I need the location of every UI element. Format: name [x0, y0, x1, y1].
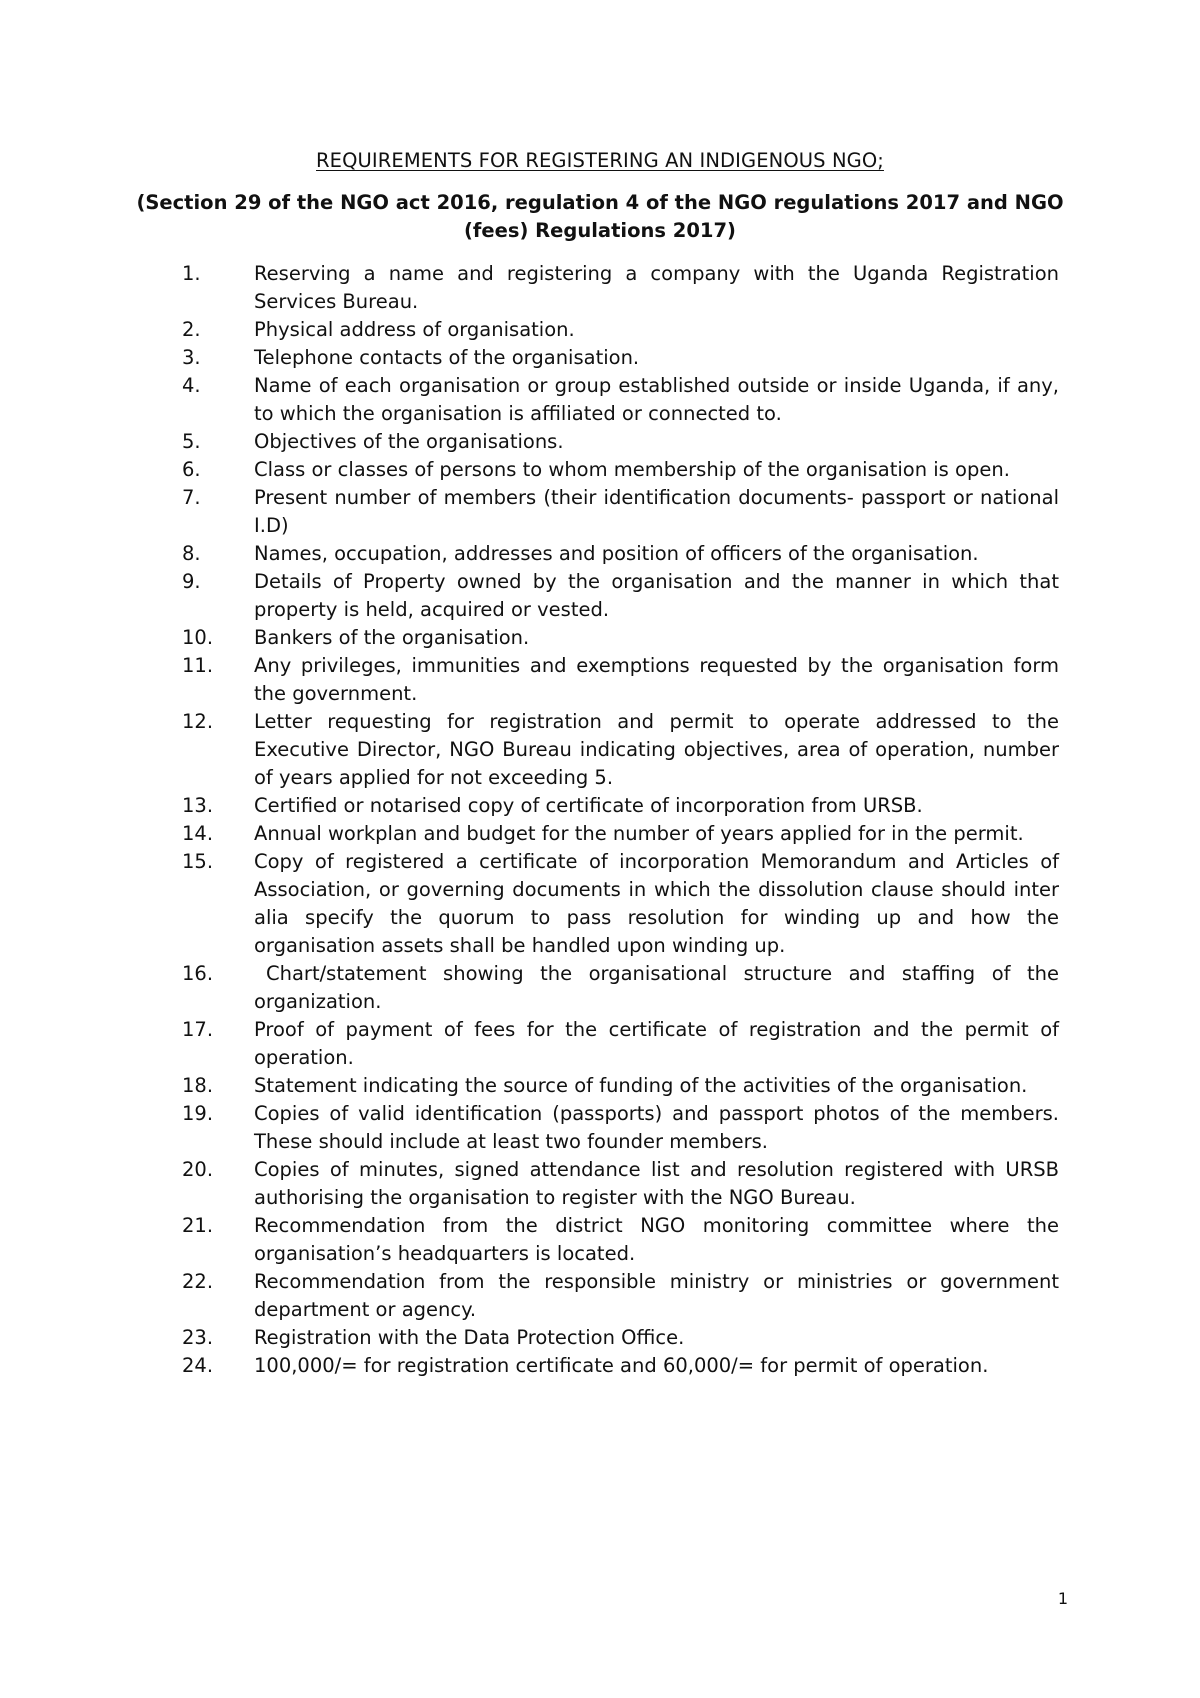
item-text: Bankers of the organisation.	[254, 626, 530, 649]
requirements-list	[0, 260, 1200, 1380]
item-number: 18.	[182, 1074, 214, 1097]
list-item	[0, 484, 1200, 540]
list-item	[0, 568, 1200, 624]
list-item	[0, 708, 1200, 792]
item-number: 12.	[182, 710, 214, 733]
item-number: 22.	[182, 1270, 214, 1293]
list-item	[0, 1016, 1200, 1072]
list-item	[0, 540, 1200, 568]
item-number: 5.	[182, 430, 201, 453]
list-item	[0, 428, 1200, 456]
list-item	[0, 848, 1200, 960]
item-text: Present number of members (their identification documents- passport or national I.D)	[254, 486, 1059, 537]
item-number: 13.	[182, 794, 214, 817]
page-number: 1	[1057, 1589, 1068, 1608]
item-number: 19.	[182, 1102, 214, 1125]
list-item	[0, 624, 1200, 652]
item-text: Registration with the Data Protection Office.	[254, 1326, 685, 1349]
item-number: 24.	[182, 1354, 214, 1377]
list-item	[0, 1156, 1200, 1212]
list-item	[0, 1268, 1200, 1324]
list-item	[0, 1324, 1200, 1352]
document-subtitle: (Section 29 of the NGO act 2016, regulation 4 of the NGO regulations 2017 and NGO (fees) Regulations 2017)	[136, 191, 1064, 242]
item-number: 6.	[182, 458, 201, 481]
item-number: 17.	[182, 1018, 214, 1041]
list-item	[0, 260, 1200, 316]
item-number: 9.	[182, 570, 201, 593]
item-number: 2.	[182, 318, 201, 341]
item-text: 100,000/= for registration certificate and 60,000/= for permit of operation.	[254, 1354, 989, 1377]
item-text: Any privileges, immunities and exemptions requested by the organisation form the government.	[254, 654, 1059, 705]
item-text: Class or classes of persons to whom membership of the organisation is open.	[254, 458, 1010, 481]
item-text: Name of each organisation or group established outside or inside Uganda, if any, to which the organisation is affiliated or connected to.	[254, 374, 1059, 425]
list-item	[0, 1212, 1200, 1268]
item-number: 16.	[182, 962, 214, 985]
item-number: 14.	[182, 822, 214, 845]
item-text: Names, occupation, addresses and position of officers of the organisation.	[254, 542, 979, 565]
item-text: Details of Property owned by the organisation and the manner in which that property is held, acquired or vested.	[254, 570, 1059, 621]
item-number: 21.	[182, 1214, 214, 1237]
item-number: 1.	[182, 262, 201, 285]
item-text: Letter requesting for registration and permit to operate addressed to the Executive Director, NGO Bureau indicating objectives, area of operation, number of years applied for not exceeding 5.	[254, 710, 1059, 789]
list-item	[0, 960, 1200, 1016]
list-item	[0, 1100, 1200, 1156]
item-text: Telephone contacts of the organisation.	[254, 346, 640, 369]
item-number: 3.	[182, 346, 201, 369]
list-item	[0, 316, 1200, 344]
item-text: Physical address of organisation.	[254, 318, 575, 341]
list-item	[0, 456, 1200, 484]
list-item	[0, 372, 1200, 428]
item-text: Proof of payment of fees for the certificate of registration and the permit of operation.	[254, 1018, 1059, 1069]
item-text: Copies of valid identification (passports) and passport photos of the members. These should include at least two founder members.	[254, 1102, 1059, 1153]
list-item	[0, 344, 1200, 372]
item-text: Recommendation from the district NGO monitoring committee where the organisation’s headquarters is located.	[254, 1214, 1059, 1265]
item-text: Objectives of the organisations.	[254, 430, 564, 453]
item-number: 4.	[182, 374, 201, 397]
item-text: Copy of registered a certificate of incorporation Memorandum and Articles of Association, or governing documents in which the dissolution clause should inter alia specify the quorum to pass resolution for winding up and how the organisation assets shall be handled upon winding up.	[254, 850, 1059, 957]
item-text: Chart/statement showing the organisational structure and staffing of the organization.	[254, 962, 1059, 1013]
item-number: 11.	[182, 654, 214, 677]
document-title: REQUIREMENTS FOR REGISTERING AN INDIGENOUS NGO;	[316, 149, 884, 172]
item-number: 7.	[182, 486, 201, 509]
item-text: Certified or notarised copy of certificate of incorporation from URSB.	[254, 794, 923, 817]
item-text: Recommendation from the responsible ministry or ministries or government department or agency.	[254, 1270, 1059, 1321]
item-text: Copies of minutes, signed attendance list and resolution registered with URSB authorising the organisation to register with the NGO Bureau.	[254, 1158, 1059, 1209]
item-text: Reserving a name and registering a company with the Uganda Registration Services Bureau.	[254, 262, 1059, 313]
list-item	[0, 1072, 1200, 1100]
item-text: Statement indicating the source of funding of the activities of the organisation.	[254, 1074, 1028, 1097]
list-item	[0, 1352, 1200, 1380]
item-number: 20.	[182, 1158, 214, 1181]
item-number: 15.	[182, 850, 214, 873]
list-item	[0, 792, 1200, 820]
list-item	[0, 820, 1200, 848]
item-number: 8.	[182, 542, 201, 565]
item-number: 23.	[182, 1326, 214, 1349]
list-item	[0, 652, 1200, 708]
item-text: Annual workplan and budget for the number of years applied for in the permit.	[254, 822, 1024, 845]
item-number: 10.	[182, 626, 214, 649]
